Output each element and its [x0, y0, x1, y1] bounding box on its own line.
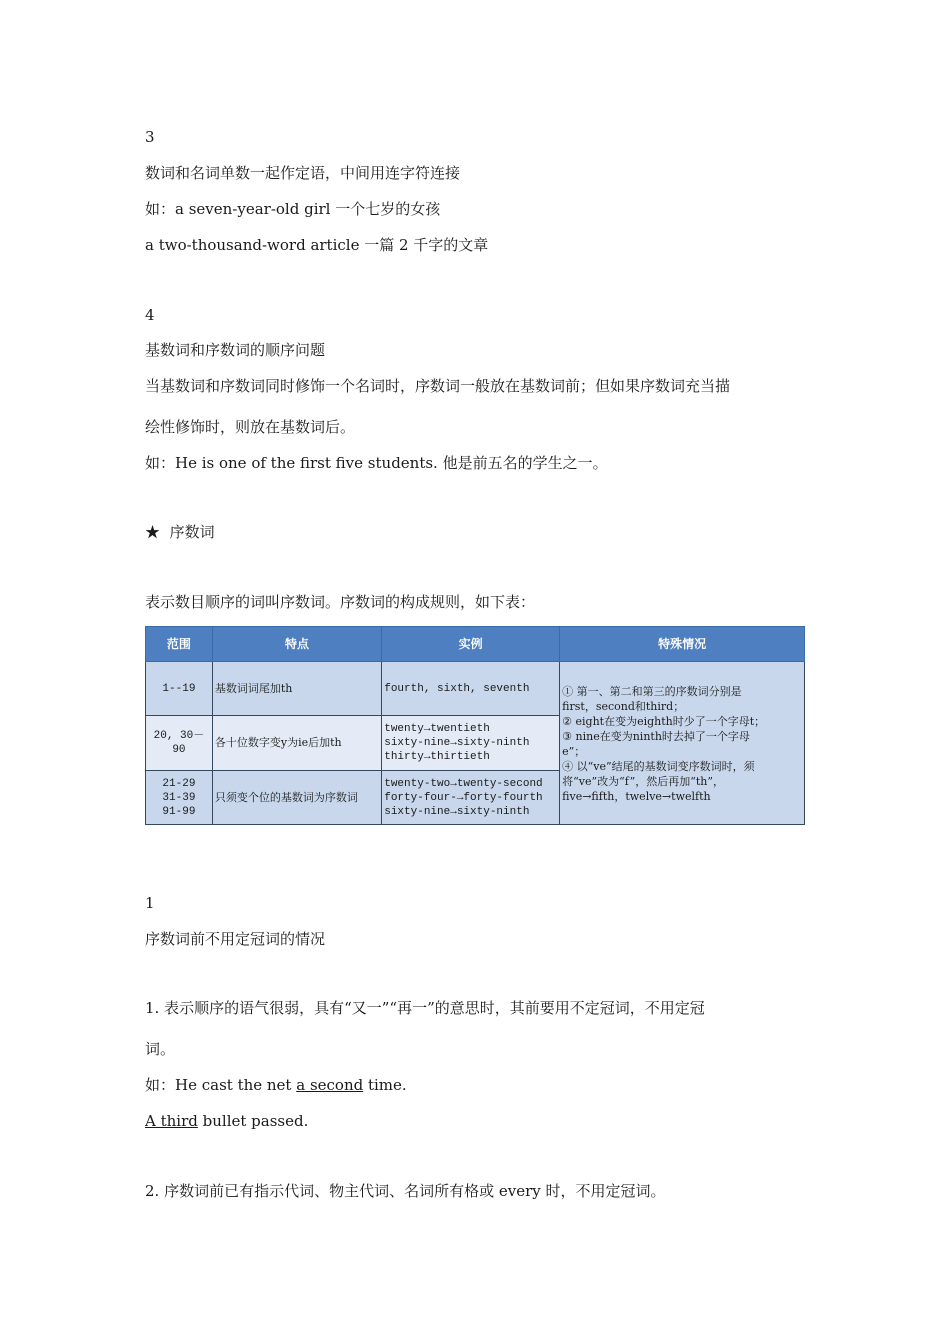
- example-1-prefix: 如：He cast the net: [145, 1076, 297, 1094]
- example-1-suffix: time.: [363, 1076, 407, 1094]
- section-1-item-1-line-1: 1. 表示顺序的语气很弱，具有“又一”“再一”的意思时，其前要用不定冠词，不用定冠: [145, 999, 705, 1017]
- section-4-title: 基数词和序数词的顺序问题: [145, 341, 326, 359]
- header-range: 范围: [146, 627, 213, 662]
- table-row: [146, 662, 805, 716]
- examples-cell: fourth, sixth, seventh: [382, 662, 560, 716]
- header-feature: 特点: [212, 627, 381, 662]
- range-cell: 21-29 31-39 91-99: [146, 771, 213, 825]
- header-special: 特殊情况: [560, 627, 805, 662]
- section-4-body-line-1: 当基数词和序数词同时修饰一个名词时，序数词一般放在基数词前；但如果序数词充当描: [145, 377, 731, 395]
- range-cell: 20, 30－90: [146, 716, 213, 771]
- ordinal-heading-text: 序数词: [169, 523, 215, 541]
- table-header-row: [146, 627, 805, 662]
- section-1-title: 序数词前不用定冠词的情况: [145, 930, 326, 948]
- range-cell: 1--19: [146, 662, 213, 716]
- examples-cell: twenty→twentieth sixty-nine→sixty-ninth thirty→thirtieth: [382, 716, 560, 771]
- ordinal-intro: 表示数目顺序的词叫序数词。序数词的构成规则，如下表：: [145, 593, 536, 611]
- section-3-number: 3: [145, 128, 155, 146]
- star-icon: ★: [145, 523, 161, 541]
- section-1-example-2: [145, 1111, 308, 1131]
- section-1-item-1-line-2: 词。: [145, 1040, 176, 1058]
- feature-cell: 各十位数字变y为ie后加th: [212, 716, 381, 771]
- example-1-underlined: a second: [296, 1076, 364, 1094]
- ordinal-heading: [145, 522, 215, 542]
- section-1-number: 1: [145, 894, 155, 912]
- section-1-item-2: 2. 序数词前已有指示代词、物主代词、名词所有格或 every 时，不用定冠词。: [145, 1182, 666, 1200]
- example-2-underlined: A third: [145, 1112, 198, 1130]
- example-2-suffix: bullet passed.: [197, 1112, 309, 1130]
- section-3-example-2: a two-thousand-word article 一篇 2 千字的文章: [145, 236, 489, 254]
- section-3-example-1: 如：a seven-year-old girl 一个七岁的女孩: [145, 200, 441, 218]
- special-cases-cell: ① 第一、第二和第三的序数词分别是 first，second和third； ② eight在变为eighth时少了一个字母t； ③ nine在变为ninth时去掉了一个字母 e”； ④ 以“ve”结尾的基数词变序数词时，须 将“ve”改为“f”，然后再加“th”， five→fifth，twelve→twelfth: [560, 662, 805, 825]
- examples-cell: twenty-two→twenty-second forty-four-→forty-fourth sixty-nine→sixty-ninth: [382, 771, 560, 825]
- header-examples: 实例: [382, 627, 560, 662]
- section-4-body-line-2: 绘性修饰时，则放在基数词后。: [145, 418, 356, 436]
- section-4-number: 4: [145, 306, 155, 324]
- feature-cell: 只须变个位的基数词为序数词: [212, 771, 381, 825]
- feature-cell: 基数词词尾加th: [212, 662, 381, 716]
- section-4-example: 如：He is one of the first five students. 他是前五名的学生之一。: [145, 454, 608, 472]
- ordinal-rules-table: [145, 626, 805, 825]
- section-1-example-1: [145, 1075, 407, 1095]
- section-3-title: 数词和名词单数一起作定语，中间用连字符连接: [145, 164, 461, 182]
